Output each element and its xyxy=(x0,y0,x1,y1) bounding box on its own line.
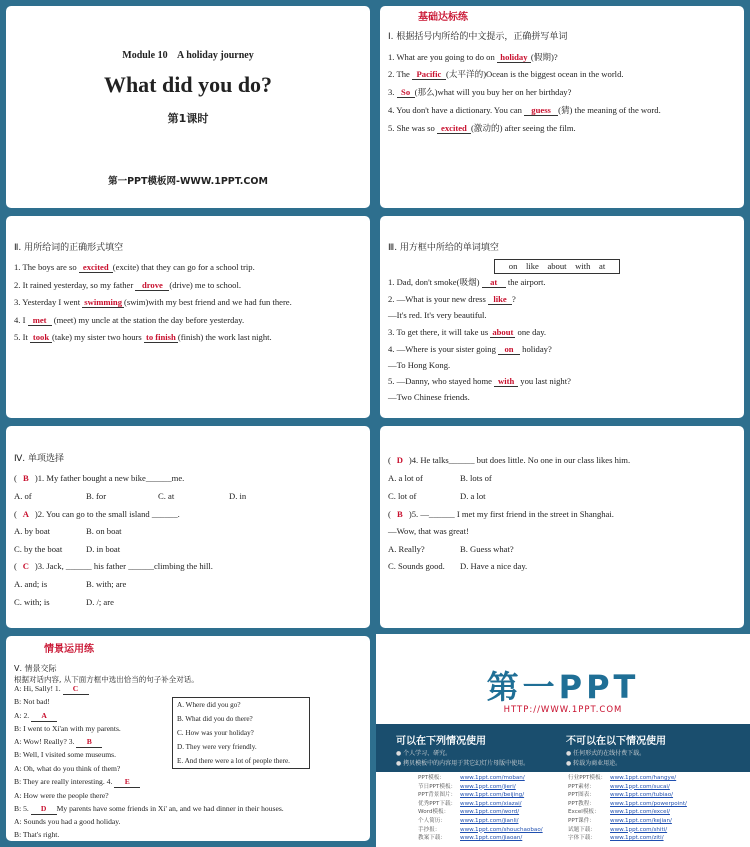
question-line xyxy=(388,344,552,355)
link-row xyxy=(418,808,543,817)
dialogue-line xyxy=(14,736,102,748)
bracket: ( xyxy=(14,561,17,571)
option: B. on boat xyxy=(86,526,122,536)
link-url[interactable]: www.1ppt.com/ziti/ xyxy=(610,835,664,842)
question-text: ? xyxy=(512,294,516,304)
can-use-title: 可以在下列情况使用 xyxy=(396,736,486,747)
option: D. a lot xyxy=(460,491,486,501)
question-text: 3. To get there, it will take us xyxy=(388,327,491,337)
answer-blank: B xyxy=(76,737,102,748)
link-row xyxy=(568,774,687,783)
cannot-use-text: 任何形式的在线付费下载。 xyxy=(573,750,646,757)
answer-blank: swimming xyxy=(84,297,122,307)
question-line xyxy=(14,297,292,308)
question-line xyxy=(14,473,184,484)
question-line: —It's red. It's very beautiful. xyxy=(388,310,487,320)
site-url[interactable]: HTTP://WWW.1PPT.COM xyxy=(503,705,623,715)
link-url[interactable]: www.1ppt.com/xiazai/ xyxy=(460,800,522,807)
link-url[interactable]: www.1ppt.com/hangye/ xyxy=(610,775,677,781)
link-label: 字体下载： xyxy=(568,835,596,842)
question-line xyxy=(388,455,630,466)
dialogue-line xyxy=(14,790,109,801)
answer-blank: to finish xyxy=(144,332,178,343)
choice-answer: A xyxy=(22,509,29,519)
question-text: the airport. xyxy=(505,277,546,287)
link-label: PPT教程： xyxy=(568,800,595,807)
dialogue-line xyxy=(14,723,121,734)
link-row xyxy=(568,826,687,835)
question-text: 1. Dad, don't smoke(吸烟) xyxy=(388,277,482,287)
link-label: Word模板： xyxy=(418,809,450,816)
bracket: ( xyxy=(388,455,391,465)
link-url[interactable]: www.1ppt.com/tubiao/ xyxy=(610,792,674,799)
dialogue-text: A: How were the people there? xyxy=(14,791,109,800)
dialogue-text: B: 5. xyxy=(14,804,31,813)
answer-blank: excited xyxy=(437,123,471,134)
link-row xyxy=(568,800,687,809)
answer-blank: with xyxy=(494,376,518,387)
question-line xyxy=(14,315,244,326)
link-label: 试题下载： xyxy=(568,826,596,833)
question-line xyxy=(388,277,546,288)
question-line xyxy=(388,327,546,338)
instruction: Ⅳ. 单项选择 xyxy=(14,454,65,464)
can-use-text: 拷贝模板中的内容用于其它幻灯片母版中使用。 xyxy=(403,760,530,767)
question-text: 4. You don't have a dictionary. You can xyxy=(388,105,525,115)
choice-answer: B xyxy=(23,473,29,483)
dialogue-text: A: Wow! Really? 3. xyxy=(14,737,77,746)
question-text: (假期)? xyxy=(530,52,558,62)
option: D. /; are xyxy=(86,597,114,607)
link-label: 节日PPT模板： xyxy=(418,783,457,790)
link-label: 教案下载： xyxy=(418,835,446,842)
choice-answer: D xyxy=(396,455,403,465)
question-line xyxy=(388,123,576,134)
link-url[interactable]: www.1ppt.com/moban/ xyxy=(460,775,525,781)
cannot-use-item: ● 转载为商业用途。 xyxy=(566,760,622,767)
word-box-slide xyxy=(380,216,744,418)
link-label: 行业PPT模板： xyxy=(568,775,607,781)
cannot-use-item: ● 任何形式的在线付费下载。 xyxy=(566,750,646,757)
link-label: Excel模板： xyxy=(568,809,600,816)
dialogue-text: A: Sounds you had a good holiday. xyxy=(14,817,121,826)
question-line xyxy=(388,87,571,98)
dialogue-line xyxy=(14,763,120,774)
question-text: (猜) the meaning of the word. xyxy=(558,105,661,115)
sub-instruction: 根据对话内容, 从下面方框中选出恰当的句子补全对话。 xyxy=(14,675,199,684)
choice-answer: B xyxy=(397,509,403,519)
question-line xyxy=(388,376,571,387)
option: C. at xyxy=(158,491,175,501)
question-text: )3. Jack, ______ his father ______climbing the hill. xyxy=(34,561,213,571)
option: A. Really? xyxy=(388,544,425,554)
question-text: 4. I xyxy=(14,315,28,325)
link-row xyxy=(418,800,543,809)
question-line xyxy=(14,280,241,291)
question-text: 3. Yesterday I went xyxy=(14,297,83,307)
question-text: 1. What are you going to do on xyxy=(388,52,497,62)
link-url[interactable]: www.1ppt.com/excel/ xyxy=(610,809,670,816)
link-label: PPT背景图片： xyxy=(418,792,457,799)
question-line xyxy=(388,294,516,305)
cannot-use-title: 不可以在以下情况使用 xyxy=(566,736,666,747)
answer-blank: on xyxy=(498,344,520,355)
question-text: 3. xyxy=(388,87,397,97)
option: D. in boat xyxy=(86,544,121,554)
link-label: PPT模板： xyxy=(418,775,445,781)
answer-blank: D xyxy=(31,804,57,815)
question-line: —Wow, that was great! xyxy=(388,526,469,536)
option: B. for xyxy=(86,491,107,501)
dialogue-text: A: Oh, what do you think of them? xyxy=(14,764,121,773)
instruction: Ⅴ. 情景交际 xyxy=(14,664,57,673)
link-url[interactable]: www.1ppt.com/word/ xyxy=(460,809,520,816)
answer-blank: holiday xyxy=(497,52,531,63)
link-row xyxy=(418,774,543,783)
site-label: 第一PPT模板网-WWW.1PPT.COM xyxy=(108,176,268,187)
option: B. lots of xyxy=(460,473,492,483)
answer-blank: C xyxy=(63,684,89,695)
can-use-text: 个人学习、研究。 xyxy=(403,750,452,757)
option: B. with; are xyxy=(86,579,127,589)
question-line xyxy=(388,105,661,116)
question-line xyxy=(388,509,614,520)
question-line xyxy=(14,509,180,520)
question-text: 5. —Danny, who stayed home xyxy=(388,376,495,386)
dialogue-text: A: 2. xyxy=(14,711,32,720)
question-text: one day. xyxy=(515,327,547,337)
question-text: 5. She was so xyxy=(388,123,437,133)
link-url[interactable]: www.1ppt.com/jiaoan/ xyxy=(460,835,523,842)
option: A. by boat xyxy=(14,526,51,536)
link-row xyxy=(418,817,543,826)
brand-slide xyxy=(376,634,750,847)
link-row xyxy=(568,783,687,792)
dialogue-text: B: That's right. xyxy=(14,830,60,839)
links-right xyxy=(568,774,687,843)
link-label: 手抄报： xyxy=(418,826,441,833)
option: C. lot of xyxy=(388,491,417,501)
answer-blank: drove xyxy=(135,280,169,291)
option: C. How was your holiday? xyxy=(177,729,254,737)
link-url[interactable]: www.1ppt.com/jieri/ xyxy=(460,783,516,790)
answer-blank: excited xyxy=(79,262,113,273)
word-box: on like about with at xyxy=(494,259,620,274)
lesson-title: What did you do? xyxy=(103,72,273,97)
bracket: ( xyxy=(388,509,391,519)
dialogue-text: B: Well, I visited some museums. xyxy=(14,750,116,759)
question-text: )4. He talks______ but does little. No one in our class likes him. xyxy=(408,455,631,465)
link-row xyxy=(568,808,687,817)
question-text: (excite) that they can go for a school trip. xyxy=(112,262,255,272)
question-text: 2. —What is your new dress xyxy=(388,294,489,304)
can-use-item: ● 个人学习、研究。 xyxy=(396,750,452,757)
instruction: Ⅱ. 用所给词的正确形式填空 xyxy=(14,243,124,253)
option: B. What did you do there? xyxy=(177,715,253,723)
question-text: (激动的) after seeing the film. xyxy=(470,123,576,133)
question-text: holiday? xyxy=(520,344,552,354)
question-line xyxy=(14,262,255,273)
question-line: —To Hong Kong. xyxy=(388,360,451,370)
dialogue-line xyxy=(14,829,59,840)
question-text: (太平洋的)Ocean is the biggest ocean in the world. xyxy=(445,69,624,79)
link-row xyxy=(418,783,543,792)
question-text: you last night? xyxy=(518,376,571,386)
answer-blank: Pacific xyxy=(412,69,446,80)
links-left xyxy=(418,774,543,843)
answer-blank: met xyxy=(28,315,52,326)
option: A. and; is xyxy=(14,579,48,589)
option: D. Have a nice day. xyxy=(460,561,528,571)
question-text: )1. My father bought a new bike______me. xyxy=(34,473,185,483)
lesson-number: 第1课时 xyxy=(167,112,209,125)
answer-blank: at xyxy=(482,277,506,288)
option: A. Where did you go? xyxy=(177,701,241,709)
link-url[interactable]: www.1ppt.com/kejian/ xyxy=(610,817,672,824)
dialogue-slide xyxy=(6,636,370,841)
question-text: 5. It xyxy=(14,332,30,342)
answer-blank: A xyxy=(31,711,57,722)
bracket: ( xyxy=(14,509,17,519)
link-url[interactable]: www.1ppt.com/shiti/ xyxy=(610,826,668,833)
can-use-item: ● 拷贝模板中的内容用于其它幻灯片母版中使用。 xyxy=(396,760,530,767)
question-text: 2. The xyxy=(388,69,412,79)
links-panel xyxy=(376,772,750,847)
option: C. with; is xyxy=(14,597,50,607)
dialogue-line xyxy=(14,776,140,788)
multiple-choice-slide-2 xyxy=(380,426,744,628)
link-url[interactable]: www.1ppt.com/shouchaobao/ xyxy=(460,826,543,833)
answer-blank: took xyxy=(30,332,52,343)
dialogue-line xyxy=(14,803,284,815)
options-box xyxy=(172,697,310,769)
link-row xyxy=(568,791,687,800)
link-label: 优秀PPT下载： xyxy=(418,800,457,807)
link-row xyxy=(418,826,543,835)
link-url[interactable]: www.1ppt.com/powerpoint/ xyxy=(610,800,687,807)
link-row xyxy=(568,817,687,826)
answer-blank: So xyxy=(397,87,415,98)
question-line xyxy=(14,332,272,343)
question-line xyxy=(14,561,213,572)
question-text: 1. The boys are so xyxy=(14,262,79,272)
dialogue-text: My parents have some friends in Xi' an, and we had dinner in their houses. xyxy=(56,804,284,813)
question-text: (take) my sister two hours xyxy=(52,332,144,342)
dialogue-line xyxy=(14,749,116,760)
option: C. by the boat xyxy=(14,544,63,554)
question-line xyxy=(388,69,624,80)
dialogue-text: B: Not bad! xyxy=(14,697,50,706)
dialogue-text: A: Hi, Sally! 1. xyxy=(14,684,63,693)
question-text: )5. —______ I met my first friend in the street in Shanghai. xyxy=(408,509,614,519)
answer-blank: about xyxy=(492,327,514,337)
link-url[interactable]: www.1ppt.com/jianli/ xyxy=(460,817,519,824)
option: B. Guess what? xyxy=(460,544,514,554)
instruction: Ⅰ. 根据括号内所给的中文提示，正确拼写单词 xyxy=(388,32,568,42)
answer-blank: E xyxy=(114,777,140,788)
module-label: Module 10 A holiday journey xyxy=(122,50,254,61)
title-slide xyxy=(6,6,370,208)
spelling-slide xyxy=(380,6,744,208)
option: E. And there were a lot of people there. xyxy=(177,757,290,765)
dialogue-text: B: I went to Xi'an with my parents. xyxy=(14,724,121,733)
option: D. in xyxy=(229,491,247,501)
link-row xyxy=(568,834,687,843)
instruction: Ⅲ. 用方框中所给的单词填空 xyxy=(388,243,499,253)
logo: 第一PPT xyxy=(486,668,640,706)
link-url[interactable]: www.1ppt.com/sucai/ xyxy=(610,783,670,790)
link-url[interactable]: www.1ppt.com/beijing/ xyxy=(460,792,525,799)
question-text: 4. —Where is your sister going xyxy=(388,344,499,354)
dialogue-text: B: They are really interesting. 4. xyxy=(14,777,115,786)
question-text: (swim)with my best friend and we had fun there. xyxy=(124,297,292,307)
link-label: PPT课件： xyxy=(568,817,595,824)
option: C. Sounds good. xyxy=(388,561,445,571)
link-label: 个人简历： xyxy=(418,817,446,824)
answer-blank: guess xyxy=(524,105,558,116)
multiple-choice-slide xyxy=(6,426,370,628)
section-header: 情景运用练 xyxy=(44,644,94,655)
link-row xyxy=(418,791,543,800)
question-text: (finish) the work last night. xyxy=(177,332,272,342)
word-form-slide xyxy=(6,216,370,418)
question-text: (那么)what will you buy her on her birthday? xyxy=(414,87,572,97)
link-row xyxy=(418,834,543,843)
answer-blank: like xyxy=(488,294,512,305)
question-text: (meet) my uncle at the station the day before yesterday. xyxy=(51,315,245,325)
section-header: 基础达标练 xyxy=(418,12,468,23)
dialogue-line xyxy=(14,683,89,695)
option: A. a lot of xyxy=(388,473,423,483)
choice-answer: C xyxy=(22,561,29,571)
dialogue-line xyxy=(14,816,120,827)
question-line: —Two Chinese friends. xyxy=(388,392,470,402)
link-label: PPT图表： xyxy=(568,792,595,799)
dialogue-line xyxy=(14,696,50,707)
dialogue-line xyxy=(14,710,57,722)
link-label: PPT素材： xyxy=(568,783,595,790)
bracket: ( xyxy=(14,473,17,483)
option: D. They were very friendly. xyxy=(177,743,257,751)
question-line xyxy=(388,52,558,63)
question-text: )2. You can go to the small island ______. xyxy=(34,509,180,519)
cannot-use-text: 转载为商业用途。 xyxy=(573,760,622,767)
option: A. of xyxy=(14,491,32,501)
question-text: 2. It rained yesterday, so my father xyxy=(14,280,136,290)
question-text: (drive) me to school. xyxy=(169,280,241,290)
